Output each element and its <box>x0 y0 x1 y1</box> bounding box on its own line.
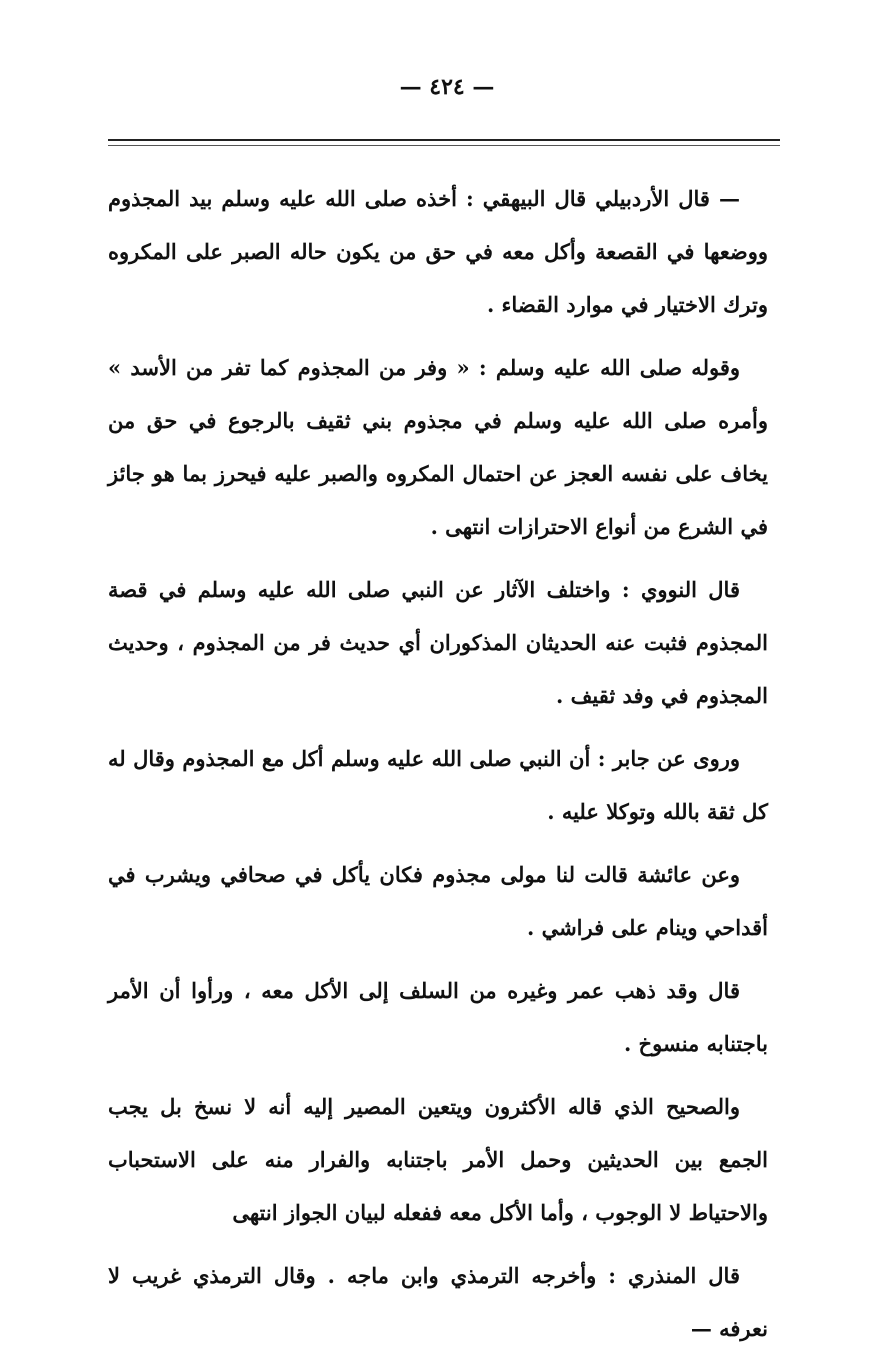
paragraph-ardabili: — قال الأردبيلي قال البيهقي : أخذه صلى الله عليه وسلم بيد المجذوم ووضعها في القصعة وأكل معه في حق من يكون حاله الصبر على المكروه وترك الاختيار في موارد القضاء . <box>108 186 768 317</box>
paragraph-jabir: وروى عن جابر : أن النبي صلى الله عليه وسلم أكل مع المجذوم وقال له كل ثقة بالله وتوكلا عليه . <box>108 746 768 824</box>
header-rule-thin <box>108 145 780 146</box>
paragraph-flee-hadith: وقوله صلى الله عليه وسلم : « وفر من المجذوم كما تفر من الأسد » وأمره صلى الله عليه وسلم في مجذوم بني ثقيف بالرجوع في حق من يخاف على نفسه العجز عن احتمال المكروه والصبر عليه فيحرز بما هو جائز في الشرع من أنواع الاحترازات انتهى . <box>108 355 768 539</box>
paragraph-sahih: والصحيح الذي قاله الأكثرون ويتعين المصير إليه أنه لا نسخ بل يجب الجمع بين الحديثين وحمل الأمر باجتنابه والفرار منه على الاستحباب والاحتياط لا الوجوب ، وأما الأكل معه ففعله لبيان الجواز انتهى <box>108 1094 768 1225</box>
paragraph-mundhiri: قال المنذري : وأخرجه الترمذي وابن ماجه . وقال الترمذي غريب لا نعرفه — <box>108 1263 768 1341</box>
paragraph-nawawi: قال النووي : واختلف الآثار عن النبي صلى الله عليه وسلم في قصة المجذوم فثبت عنه الحديثان المذكوران أي حديث فر من المجذوم ، وحديث المجذوم في وفد ثقيف . <box>108 577 768 708</box>
page-number: — ٤٢٤ — <box>399 74 495 100</box>
paragraph-umar: قال وقد ذهب عمر وغيره من السلف إلى الأكل معه ، ورأوا أن الأمر باجتنابه منسوخ . <box>108 978 768 1056</box>
paragraph-aisha: وعن عائشة قالت لنا مولى مجذوم فكان يأكل في صحافي ويشرب في أقداحي وينام على فراشي . <box>108 862 768 940</box>
page-body <box>108 172 768 1355</box>
header-rule <box>108 139 780 141</box>
